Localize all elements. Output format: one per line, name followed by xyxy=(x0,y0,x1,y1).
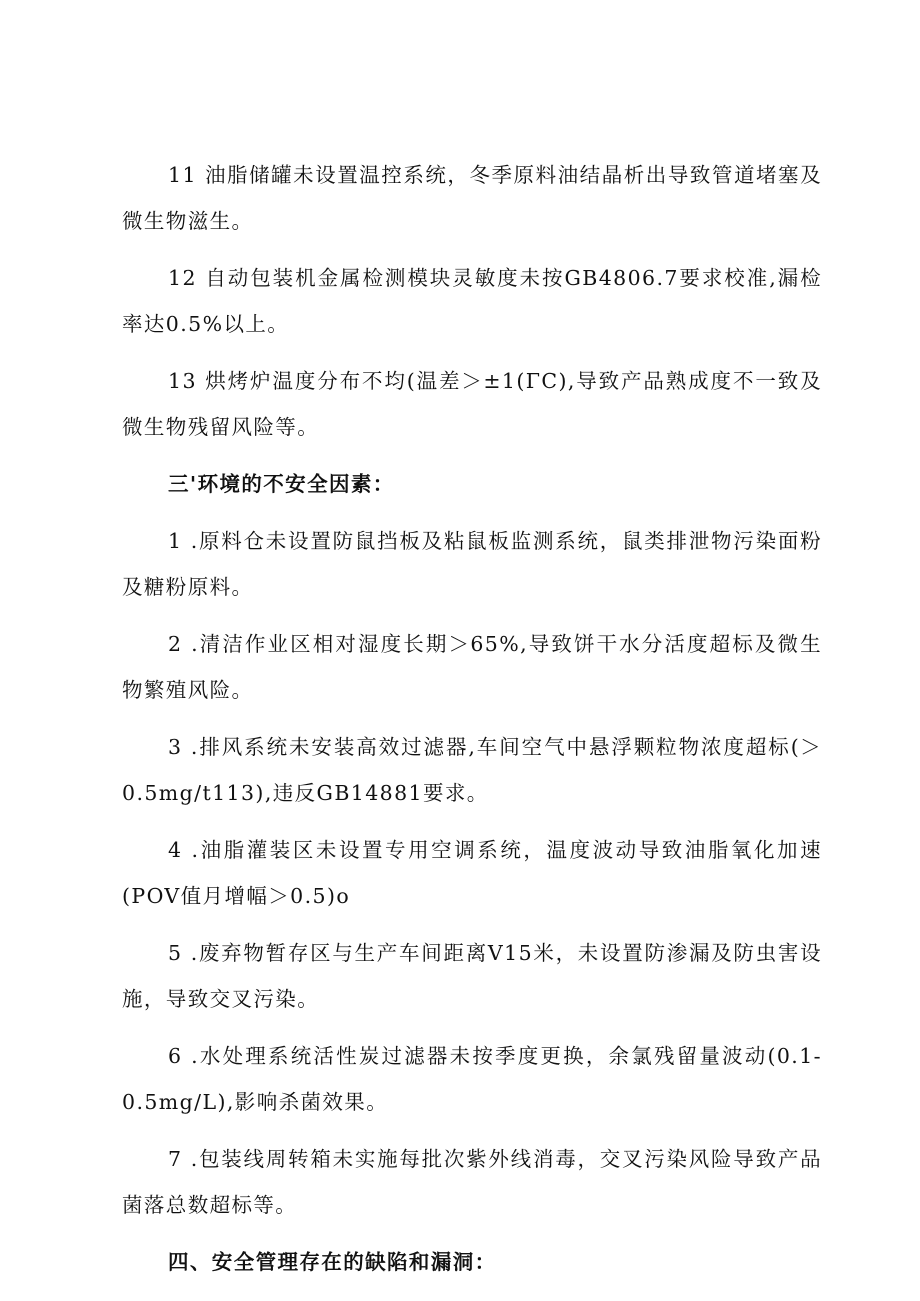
paragraph-11: 11 油脂储罐未设置温控系统，冬季原料油结晶析出导致管道堵塞及微生物滋生。 xyxy=(122,163,822,233)
paragraph-13: 13 烘烤炉温度分布不均(温差＞±1(ΓC),导致产品熟成度不一致及微生物残留风险等。 xyxy=(122,369,822,439)
section-3-item-6: 6 .水处理系统活性炭过滤器未按季度更换，余氯残留量波动(0.1-0.5mg∕L),影响杀菌效果。 xyxy=(122,1044,822,1114)
paragraph-12: 12 自动包装机金属检测模块灵敏度未按GB4806.7要求校准,漏检率达0.5%以上。 xyxy=(122,266,822,336)
section-3-item-2: 2 .清洁作业区相对湿度长期＞65%,导致饼干水分活度超标及微生物繁殖风险。 xyxy=(122,632,822,702)
section-3-item-4: 4 .油脂灌装区未设置专用空调系统，温度波动导致油脂氧化加速(POV值月增幅＞0.5)o xyxy=(122,838,822,908)
section-3-item-1: 1 .原料仓未设置防鼠挡板及粘鼠板监测系统，鼠类排泄物污染面粉及糖粉原料。 xyxy=(122,529,822,599)
section-3-heading: 三'环境的不安全因素： xyxy=(168,472,395,496)
section-3-item-7: 7 .包装线周转箱未实施每批次紫外线消毒，交叉污染风险导致产品菌落总数超标等。 xyxy=(122,1147,822,1217)
section-3-item-5: 5 .废弃物暂存区与生产车间距离V15米，未设置防渗漏及防虫害设施，导致交叉污染。 xyxy=(122,941,822,1011)
section-4-heading: 四、安全管理存在的缺陷和漏洞： xyxy=(168,1250,497,1274)
section-3-item-3: 3 .排风系统未安装高效过滤器,车间空气中悬浮颗粒物浓度超标(＞0.5mg∕t113),违反GB14881要求。 xyxy=(122,735,822,805)
document-page xyxy=(122,152,822,1296)
